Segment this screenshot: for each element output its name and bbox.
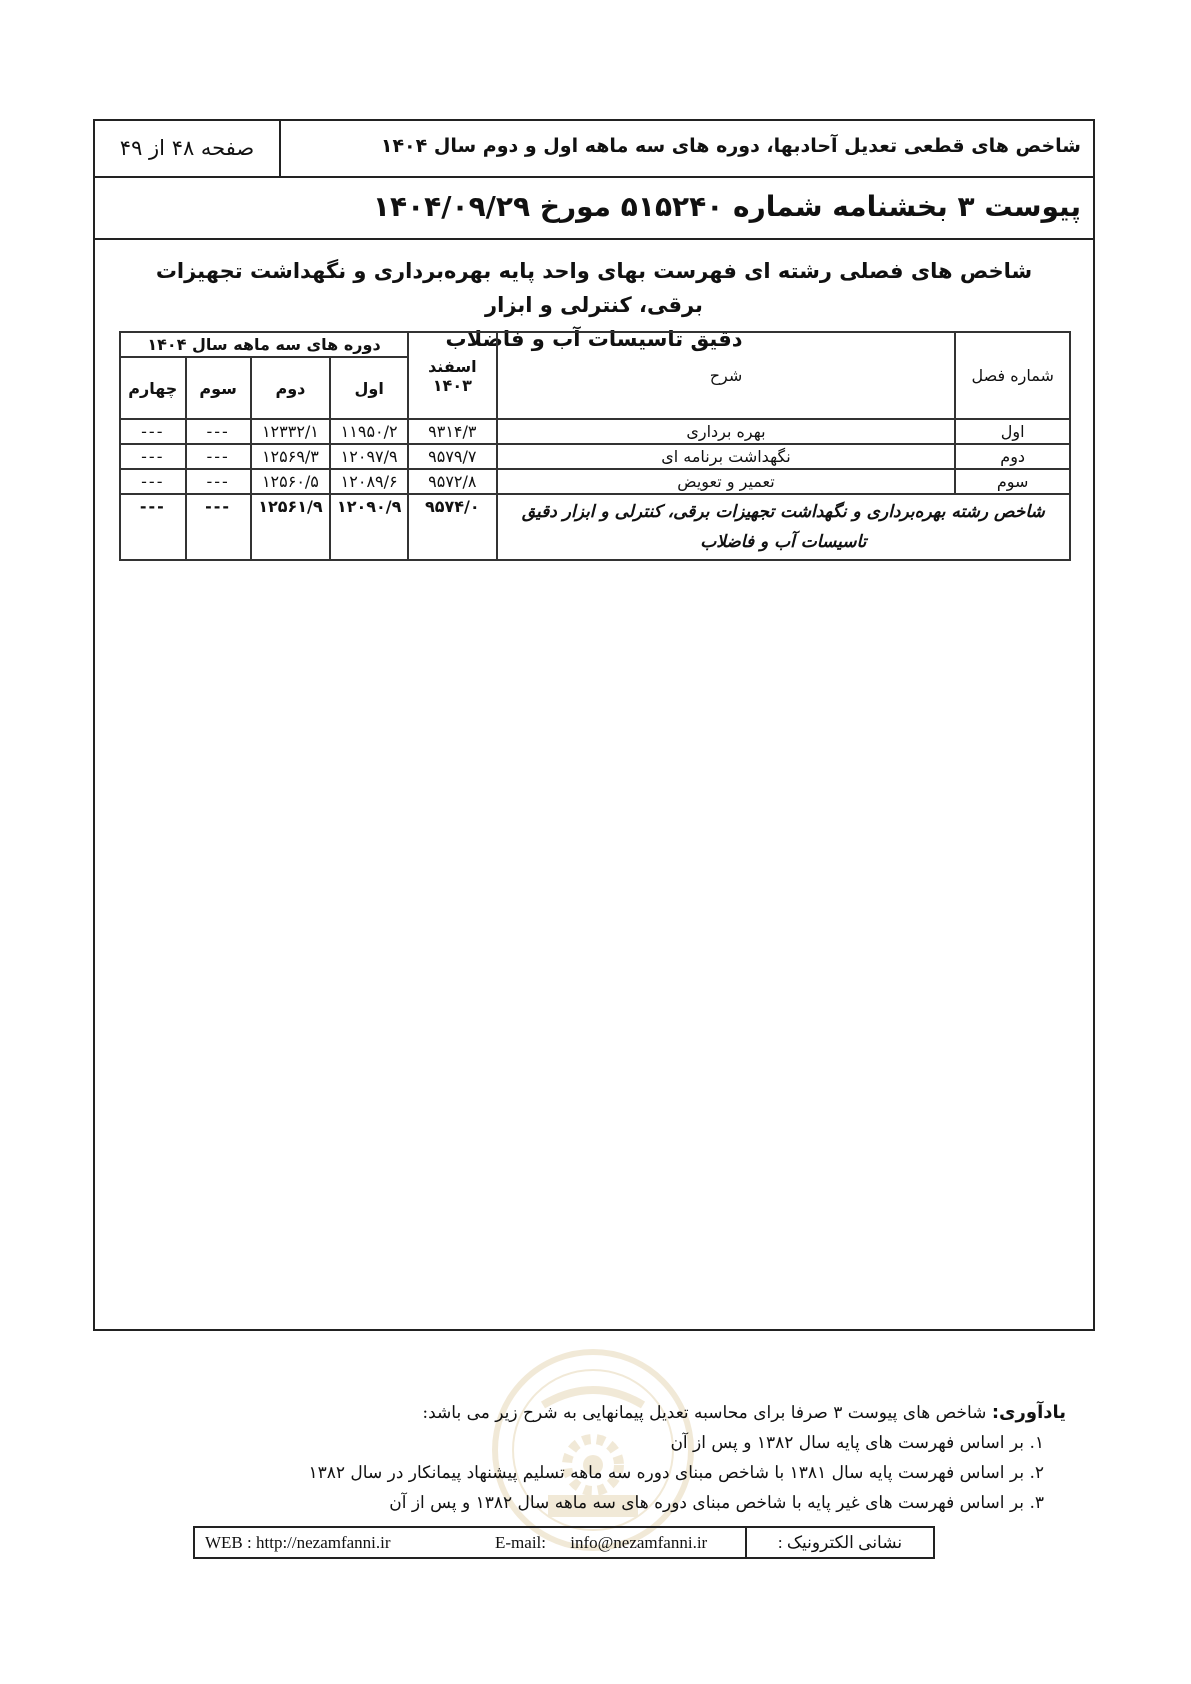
page-frame xyxy=(93,119,1095,1331)
footer-web-link[interactable]: WEB : http://nezamfanni.ir xyxy=(205,1533,391,1552)
cell-esfand: ۹۵۷۹/۷ xyxy=(408,444,497,469)
notes-item: ۳. بر اساس فهرست های غیر پایه با شاخص مبنای دوره های سه ماهه سال ۱۳۸۲ و پس از آن xyxy=(389,1493,1044,1513)
cell-p3: --- xyxy=(186,469,251,494)
cell-esfand: ۹۳۱۴/۳ xyxy=(408,419,497,444)
footer-email xyxy=(475,1533,707,1553)
cell-sharh: تعمیر و تعویض xyxy=(497,469,956,494)
cell-p2: ۱۲۵۶۰/۵ xyxy=(251,469,331,494)
footer-email-label: E-mail: xyxy=(495,1533,546,1552)
col-header-sharh: شرح xyxy=(497,332,956,419)
col-header-esfand-year: ۱۴۰۳ xyxy=(432,375,472,395)
document-title: شاخص های قطعی تعدیل آحادبها، دوره های سه ماهه اول و دوم سال ۱۴۰۴ xyxy=(380,135,1081,157)
cell-total-p2: ۱۲۵۶۱/۹ xyxy=(251,494,331,560)
appendix-title: پیوست ۳ بخشنامه شماره ۵۱۵۲۴۰ مورخ ۱۴۰۴/۰۹/۲۹ xyxy=(372,190,1081,223)
index-table xyxy=(119,331,1071,561)
cell-fasl: سوم xyxy=(955,469,1070,494)
footer-contact-box xyxy=(193,1526,935,1559)
cell-p1: ۱۲۰۸۹/۶ xyxy=(330,469,408,494)
cell-p2: ۱۲۳۳۲/۱ xyxy=(251,419,331,444)
cell-p4: --- xyxy=(120,444,186,469)
footer-email-address[interactable]: info@nezamfanni.ir xyxy=(570,1533,708,1552)
cell-p1: ۱۲۰۹۷/۹ xyxy=(330,444,408,469)
cell-sharh: بهره برداری xyxy=(497,419,956,444)
cell-p2: ۱۲۵۶۹/۳ xyxy=(251,444,331,469)
subtitle-line-1: شاخص های فصلی رشته ای فهرست بهای واحد پایه بهره‌برداری و نگهداشت تجهیزات برقی، کنترلی و ابزار xyxy=(155,259,1033,317)
table-total-row xyxy=(120,494,1070,560)
cell-total-esfand: ۹۵۷۴/۰ xyxy=(408,494,497,560)
cell-total-p3: --- xyxy=(186,494,251,560)
footer-label: نشانی الکترونیک : xyxy=(745,1528,933,1557)
cell-p4: --- xyxy=(120,469,186,494)
notes-item: ۲. بر اساس فهرست پایه سال ۱۳۸۱ با شاخص مبنای دوره سه ماهه تسلیم پیشنهاد پیمانکار در سال ۱۳۸۲ xyxy=(308,1463,1044,1483)
cell-p3: --- xyxy=(186,444,251,469)
cell-fasl: اول xyxy=(955,419,1070,444)
cell-fasl: دوم xyxy=(955,444,1070,469)
notes-item: ۱. بر اساس فهرست های پایه سال ۱۳۸۲ و پس از آن xyxy=(670,1433,1044,1453)
col-header-p4: چهارم xyxy=(120,357,186,419)
cell-total-sharh: شاخص رشته بهره‌برداری و نگهداشت تجهیزات برقی، کنترلی و ابزار دقیق تاسیسات آب و فاضلاب xyxy=(497,494,1070,560)
col-header-esfand-month: اسفند xyxy=(428,356,477,376)
cell-sharh: نگهداشت برنامه ای xyxy=(497,444,956,469)
notes-label: یادآوری: xyxy=(991,1402,1066,1423)
subtitle-line-2: دقیق تاسیسات آب و فاضلاب xyxy=(445,327,743,351)
notes-intro-line xyxy=(309,1398,1067,1428)
cell-total-p4: --- xyxy=(120,494,186,560)
col-header-esfand xyxy=(408,332,497,419)
table-row xyxy=(120,444,1070,469)
header-row xyxy=(95,121,1093,178)
table-row xyxy=(120,469,1070,494)
cell-esfand: ۹۵۷۲/۸ xyxy=(408,469,497,494)
cell-p1: ۱۱۹۵۰/۲ xyxy=(330,419,408,444)
notes-section xyxy=(309,1398,1067,1518)
cell-p4: --- xyxy=(120,419,186,444)
appendix-row xyxy=(95,178,1093,240)
col-header-p1: اول xyxy=(330,357,408,419)
cell-total-p1: ۱۲۰۹۰/۹ xyxy=(330,494,408,560)
col-header-p2: دوم xyxy=(251,357,331,419)
page-number: صفحه ۴۸ از ۴۹ xyxy=(95,121,281,176)
notes-intro: شاخص های پیوست ۳ صرفا برای محاسبه تعدیل پیمانهایی به شرح زیر می باشد: xyxy=(422,1403,987,1423)
table-header-row xyxy=(120,332,1070,357)
cell-p3: --- xyxy=(186,419,251,444)
col-header-p3: سوم xyxy=(186,357,251,419)
col-header-group: دوره های سه ماهه سال ۱۴۰۴ xyxy=(120,332,408,357)
table-row xyxy=(120,419,1070,444)
col-header-fasl: شماره فصل xyxy=(955,332,1070,419)
